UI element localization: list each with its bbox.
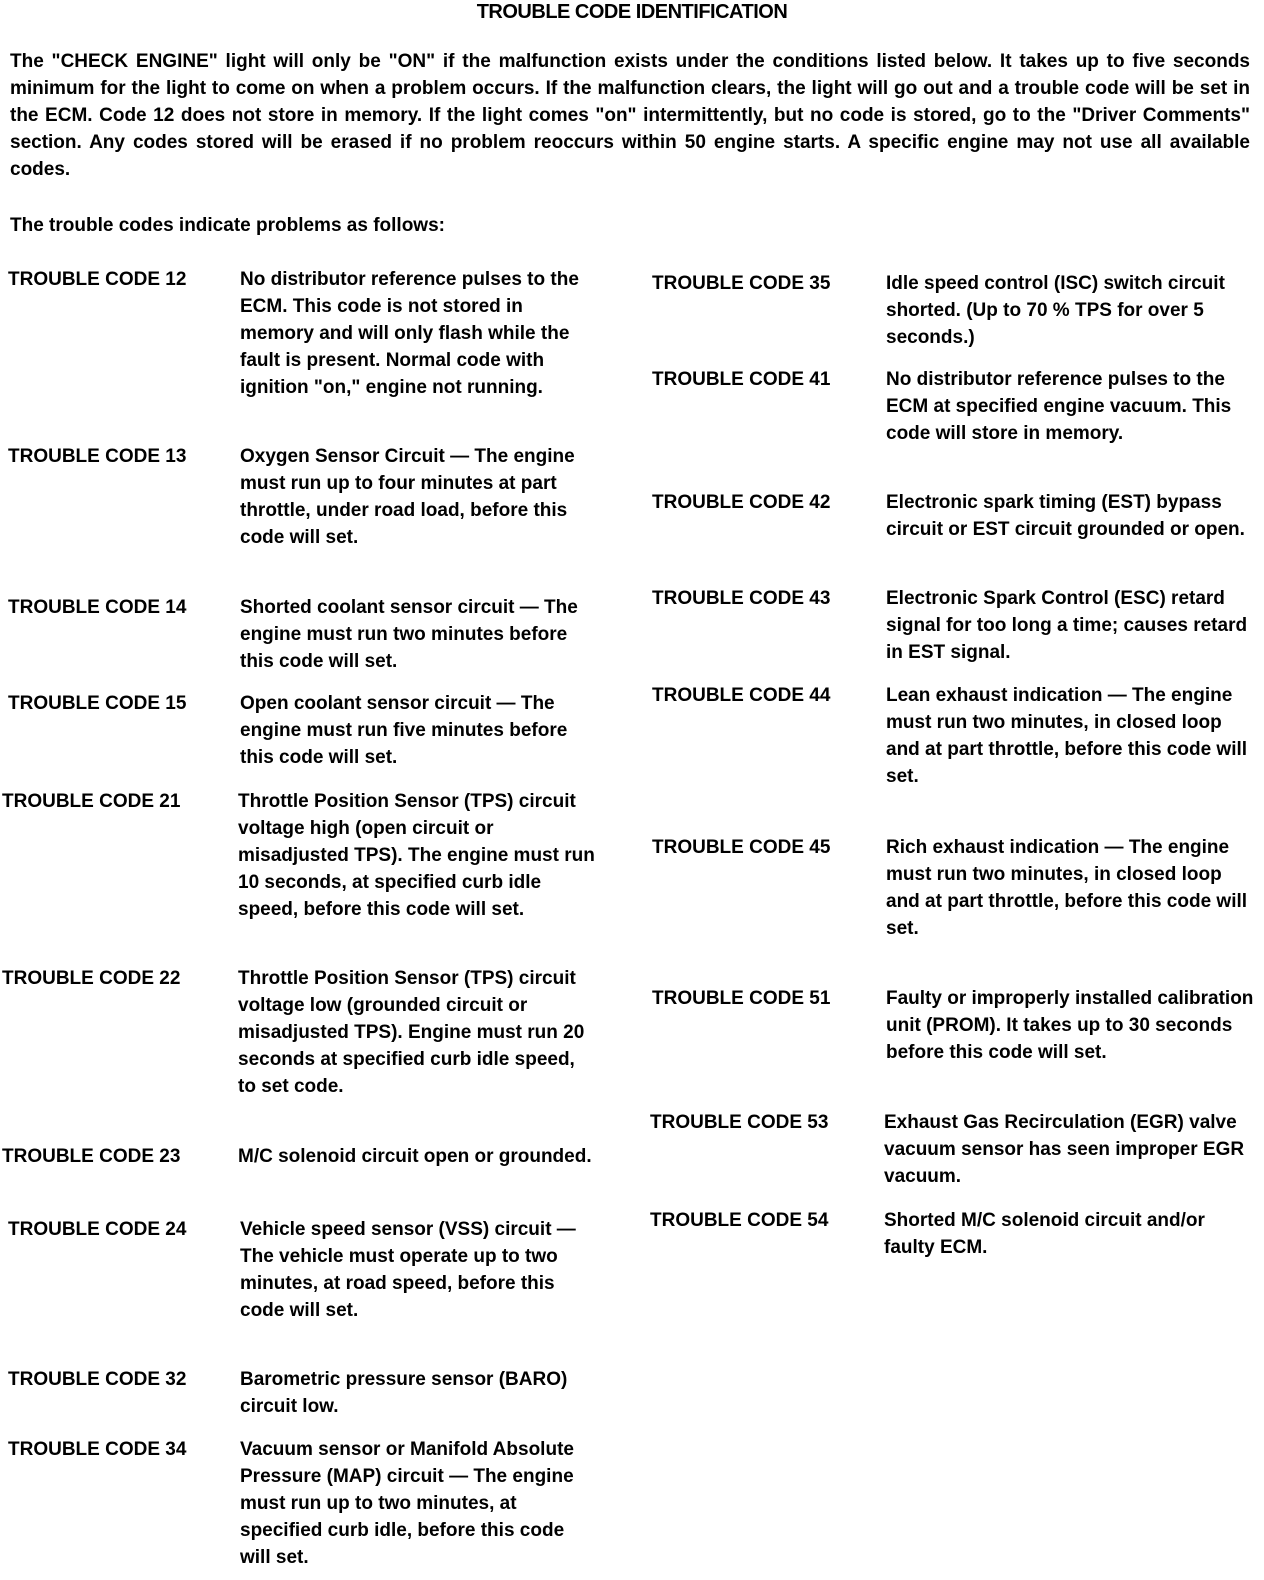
trouble-code-description: Barometric pressure sensor (BARO) circuit low.: [240, 1369, 568, 1417]
intro-paragraph: The "CHECK ENGINE" light will only be "ON" if the malfunction exists under the conditions listed below. It takes up to five seconds minimum for the light to come on when a problem occurs. If the malfunction clears, the light will go out and a trouble code will be set in the ECM. Code 12 does not store in memory. If the light comes "on" intermittently, but no code is stored, go to the "Driver Comments" section. Any codes stored will be erased if no problem reoccurs within 50 engine starts. A specific engine may not use all available codes.: [10, 51, 1250, 180]
trouble-code-description: No distributor reference pulses to the ECM at specified engine vacuum. This code will store in memory.: [886, 369, 1232, 444]
trouble-code-description: Throttle Position Sensor (TPS) circuit voltage low (grounded circuit or misadjusted TPS). Engine must run 20 seconds at specified curb idle speed, to set code.: [238, 968, 585, 1097]
trouble-code-label: TROUBLE CODE 54: [650, 1210, 829, 1231]
trouble-code-label: TROUBLE CODE 42: [652, 492, 831, 513]
trouble-code-description: Electronic Spark Control (ESC) retard signal for too long a time; causes retard in EST signal.: [886, 588, 1248, 663]
trouble-code-label: TROUBLE CODE 15: [8, 693, 187, 714]
trouble-code-description: Shorted coolant sensor circuit — The engine must run two minutes before this code will set.: [240, 597, 578, 672]
trouble-code-label: TROUBLE CODE 51: [652, 988, 831, 1009]
trouble-code-label: TROUBLE CODE 35: [652, 273, 831, 294]
trouble-code-description: Throttle Position Sensor (TPS) circuit voltage high (open circuit or misadjusted TPS). The engine must run 10 seconds, at specified curb idle speed, before this code will set.: [238, 791, 595, 920]
trouble-code-label: TROUBLE CODE 24: [8, 1219, 187, 1240]
trouble-code-description: Open coolant sensor circuit — The engine must run five minutes before this code will set.: [240, 693, 568, 768]
trouble-code-description: Rich exhaust indication — The engine must run two minutes, in closed loop and at part throttle, before this code will set.: [886, 837, 1248, 939]
trouble-code-label: TROUBLE CODE 43: [652, 588, 831, 609]
trouble-code-label: TROUBLE CODE 45: [652, 837, 831, 858]
trouble-code-description: Vehicle speed sensor (VSS) circuit — The vehicle must operate up to two minutes, at road speed, before this code will set.: [240, 1219, 576, 1321]
trouble-code-label: TROUBLE CODE 32: [8, 1369, 187, 1390]
trouble-code-description: Vacuum sensor or Manifold Absolute Pressure (MAP) circuit — The engine must run up to two minutes, at specified curb idle, before this code will set.: [240, 1439, 574, 1568]
trouble-code-label: TROUBLE CODE 23: [2, 1146, 181, 1167]
trouble-code-label: TROUBLE CODE 22: [2, 968, 181, 989]
lead-sentence: The trouble codes indicate problems as follows:: [10, 215, 445, 236]
trouble-code-description: Oxygen Sensor Circuit — The engine must run up to four minutes at part throttle, under road load, before this code will set.: [240, 446, 575, 548]
trouble-code-label: TROUBLE CODE 44: [652, 685, 831, 706]
trouble-code-label: TROUBLE CODE 21: [2, 791, 181, 812]
trouble-code-description: Faulty or improperly installed calibration unit (PROM). It takes up to 30 seconds before this code will set.: [886, 988, 1254, 1063]
trouble-code-description: Exhaust Gas Recirculation (EGR) valve vacuum sensor has seen improper EGR vacuum.: [884, 1112, 1245, 1187]
trouble-code-label: TROUBLE CODE 34: [8, 1439, 187, 1460]
trouble-code-description: Lean exhaust indication — The engine must run two minutes, in closed loop and at part throttle, before this code will set.: [886, 685, 1248, 787]
trouble-code-description: Electronic spark timing (EST) bypass circuit or EST circuit grounded or open.: [886, 492, 1245, 540]
trouble-code-description: Idle speed control (ISC) switch circuit shorted. (Up to 70 % TPS for over 5 seconds.): [886, 273, 1225, 348]
trouble-code-description: M/C solenoid circuit open or grounded.: [238, 1146, 592, 1167]
trouble-code-description: Shorted M/C solenoid circuit and/or faulty ECM.: [884, 1210, 1205, 1258]
trouble-code-label: TROUBLE CODE 12: [8, 269, 187, 290]
trouble-code-description: No distributor reference pulses to the ECM. This code is not stored in memory and will only flash while the fault is present. Normal code with ignition "on," engine not running.: [240, 269, 579, 398]
trouble-code-label: TROUBLE CODE 53: [650, 1112, 829, 1133]
page-title: TROUBLE CODE IDENTIFICATION: [476, 1, 788, 23]
trouble-code-label: TROUBLE CODE 13: [8, 446, 187, 467]
trouble-code-label: TROUBLE CODE 41: [652, 369, 831, 390]
trouble-code-label: TROUBLE CODE 14: [8, 597, 187, 618]
